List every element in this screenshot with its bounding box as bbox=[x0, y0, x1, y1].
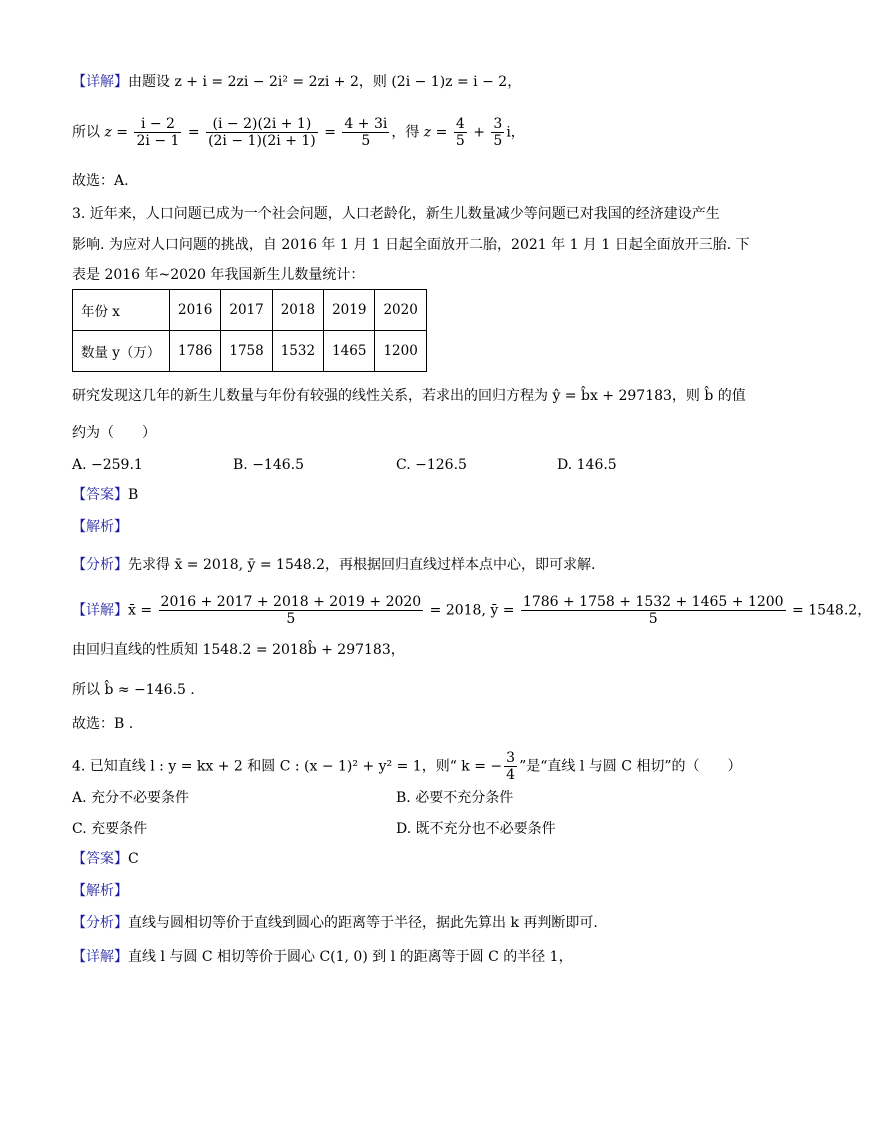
q3-stem-line5: 约为（ ） bbox=[72, 425, 156, 441]
q3-fenxi-line bbox=[72, 555, 595, 575]
q3-stem-line3: 表是 2016 年~2020 年我国新生儿数量统计： bbox=[72, 267, 365, 283]
q3-option-d: D. 146.5 bbox=[557, 457, 617, 473]
q4-option-a: A. 充分不必要条件 bbox=[72, 790, 190, 806]
q4-fenxi-line bbox=[72, 913, 598, 933]
q4-detail-line bbox=[72, 947, 573, 967]
fenxi-tag: 【分析】 bbox=[72, 915, 128, 931]
detail-tag: 【详解】 bbox=[72, 949, 128, 965]
table-cell: 1786 bbox=[170, 331, 221, 372]
fraction: $\frac{4}{5}$ bbox=[455, 116, 465, 149]
q4-option-d: D. 既不充分也不必要条件 bbox=[396, 821, 556, 837]
fraction: $\frac{3}{5}$ bbox=[493, 116, 503, 149]
table-row bbox=[73, 331, 427, 372]
detail-tag: 【详解】 bbox=[72, 602, 128, 619]
fraction: $\frac{4 + 3i}{5}$ bbox=[344, 116, 388, 149]
so-text: 所以 bbox=[72, 124, 105, 141]
q3-stem-line1: 3. 近年来，人口问题已成为一个社会问题，人口老龄化，新生儿数量减少等问题已对我国的经济建设产生 bbox=[72, 206, 720, 222]
table-header-count: 数量 y（万） bbox=[73, 331, 170, 372]
table-header-year: 年份 x bbox=[73, 290, 170, 331]
q3-answer-line bbox=[72, 485, 138, 505]
q3-option-a: A. −259.1 bbox=[72, 457, 143, 473]
p1-so-line: 所以 z = $\frac{i - 2}{2i - 1}$ = $\frac{(i - 2)(2i + 1)}{(2i - 1)(2i + 1)}$ = $\frac{4 + 3i}{5}$ ，得 z = $\frac{4}{5}$ + $\frac{3}{5}$ i， bbox=[72, 116, 525, 149]
q4-fenxi-text: 直线与圆相切等价于直线到圆心的距离等于半径，据此先算出 k 再判断即可. bbox=[128, 915, 598, 931]
p1-detail-text: 由题设 z + i = 2zi − 2i² = 2zi + 2，则 (2i − 1)z = i − 2， bbox=[128, 74, 522, 90]
fraction: $\frac{1786 + 1758 + 1532 + 1465 + 1200}{5}$ bbox=[522, 594, 784, 627]
p1-choice: 故选：A. bbox=[72, 173, 129, 189]
q3-stem-line2: 影响. 为应对人口问题的挑战，自 2016 年 1 月 1 日起全面放开二胎，2021 年 1 月 1 日起全面放开三胎. 下 bbox=[72, 237, 750, 253]
q3-property-line: 由回归直线的性质知 1548.2 = 2018b̂ + 297183， bbox=[72, 642, 405, 658]
q4-option-c: C. 充要条件 bbox=[72, 821, 148, 837]
q3-result-line: 所以 b̂ ≈ −146.5 . bbox=[72, 682, 195, 698]
table-cell: 2019 bbox=[324, 290, 375, 331]
birth-stats-table bbox=[72, 289, 427, 372]
table-cell: 2017 bbox=[221, 290, 272, 331]
table-cell: 1200 bbox=[375, 331, 426, 372]
fraction: $\frac{(i - 2)(2i + 1)}{(2i - 1)(2i + 1)}$ bbox=[208, 116, 316, 149]
fraction: $\frac{i - 2}{2i - 1}$ bbox=[136, 116, 180, 149]
fraction: $\frac{2016 + 2017 + 2018 + 2019 + 2020}{5}$ bbox=[160, 594, 422, 627]
q4-stem: 4. 已知直线 l : y = kx + 2 和圆 C : (x − 1)² + y² = 1，则“ k = − $\frac{3}{4}$ ”是“直线 l 与圆 C 相切”的（ ） bbox=[72, 750, 742, 783]
table-cell: 1758 bbox=[221, 331, 272, 372]
q3-stem-line4: 研究发现这几年的新生儿数量与年份有较强的线性关系，若求出的回归方程为 ŷ = b̂x + 297183，则 b̂ 的值 bbox=[72, 388, 746, 404]
p1-detail-line bbox=[72, 72, 521, 92]
table-cell: 2016 bbox=[170, 290, 221, 331]
q4-answer: C bbox=[128, 851, 139, 867]
answer-tag: 【答案】 bbox=[72, 487, 128, 503]
q3-fenxi-text: 先求得 x̄ = 2018, ȳ = 1548.2，再根据回归直线过样本点中心，即可求解. bbox=[128, 557, 596, 573]
q4-option-b: B. 必要不充分条件 bbox=[396, 790, 514, 806]
table-cell: 1465 bbox=[324, 331, 375, 372]
q3-option-c: C. −126.5 bbox=[396, 457, 467, 473]
q3-answer: B bbox=[128, 487, 139, 503]
table-cell: 1532 bbox=[272, 331, 323, 372]
table-row bbox=[73, 290, 427, 331]
q4-detail-text: 直线 l 与圆 C 相切等价于圆心 C(1, 0) 到 l 的距离等于圆 C 的半径 1， bbox=[128, 949, 573, 965]
get-text: ，得 bbox=[391, 124, 424, 141]
answer-tag: 【答案】 bbox=[72, 851, 128, 867]
fraction: $\frac{3}{4}$ bbox=[506, 750, 516, 783]
q4-analysis-tag: 【解析】 bbox=[72, 883, 128, 899]
table-cell: 2018 bbox=[272, 290, 323, 331]
detail-tag: 【详解】 bbox=[72, 74, 128, 90]
table-cell: 2020 bbox=[375, 290, 426, 331]
end-text: i， bbox=[506, 124, 525, 141]
q4-answer-line bbox=[72, 849, 139, 869]
fenxi-tag: 【分析】 bbox=[72, 557, 128, 573]
q3-detail-line: 【详解】x̄ = $\frac{2016 + 2017 + 2018 + 2019 + 2020}{5}$ = 2018, ȳ = $\frac{1786 + 1758 + 1532 + 1465 + 1200}{5}$ = 1548.2， bbox=[72, 594, 871, 627]
q3-analysis-tag: 【解析】 bbox=[72, 519, 128, 535]
q3-choice: 故选：B . bbox=[72, 716, 134, 732]
q3-option-b: B. −146.5 bbox=[233, 457, 304, 473]
